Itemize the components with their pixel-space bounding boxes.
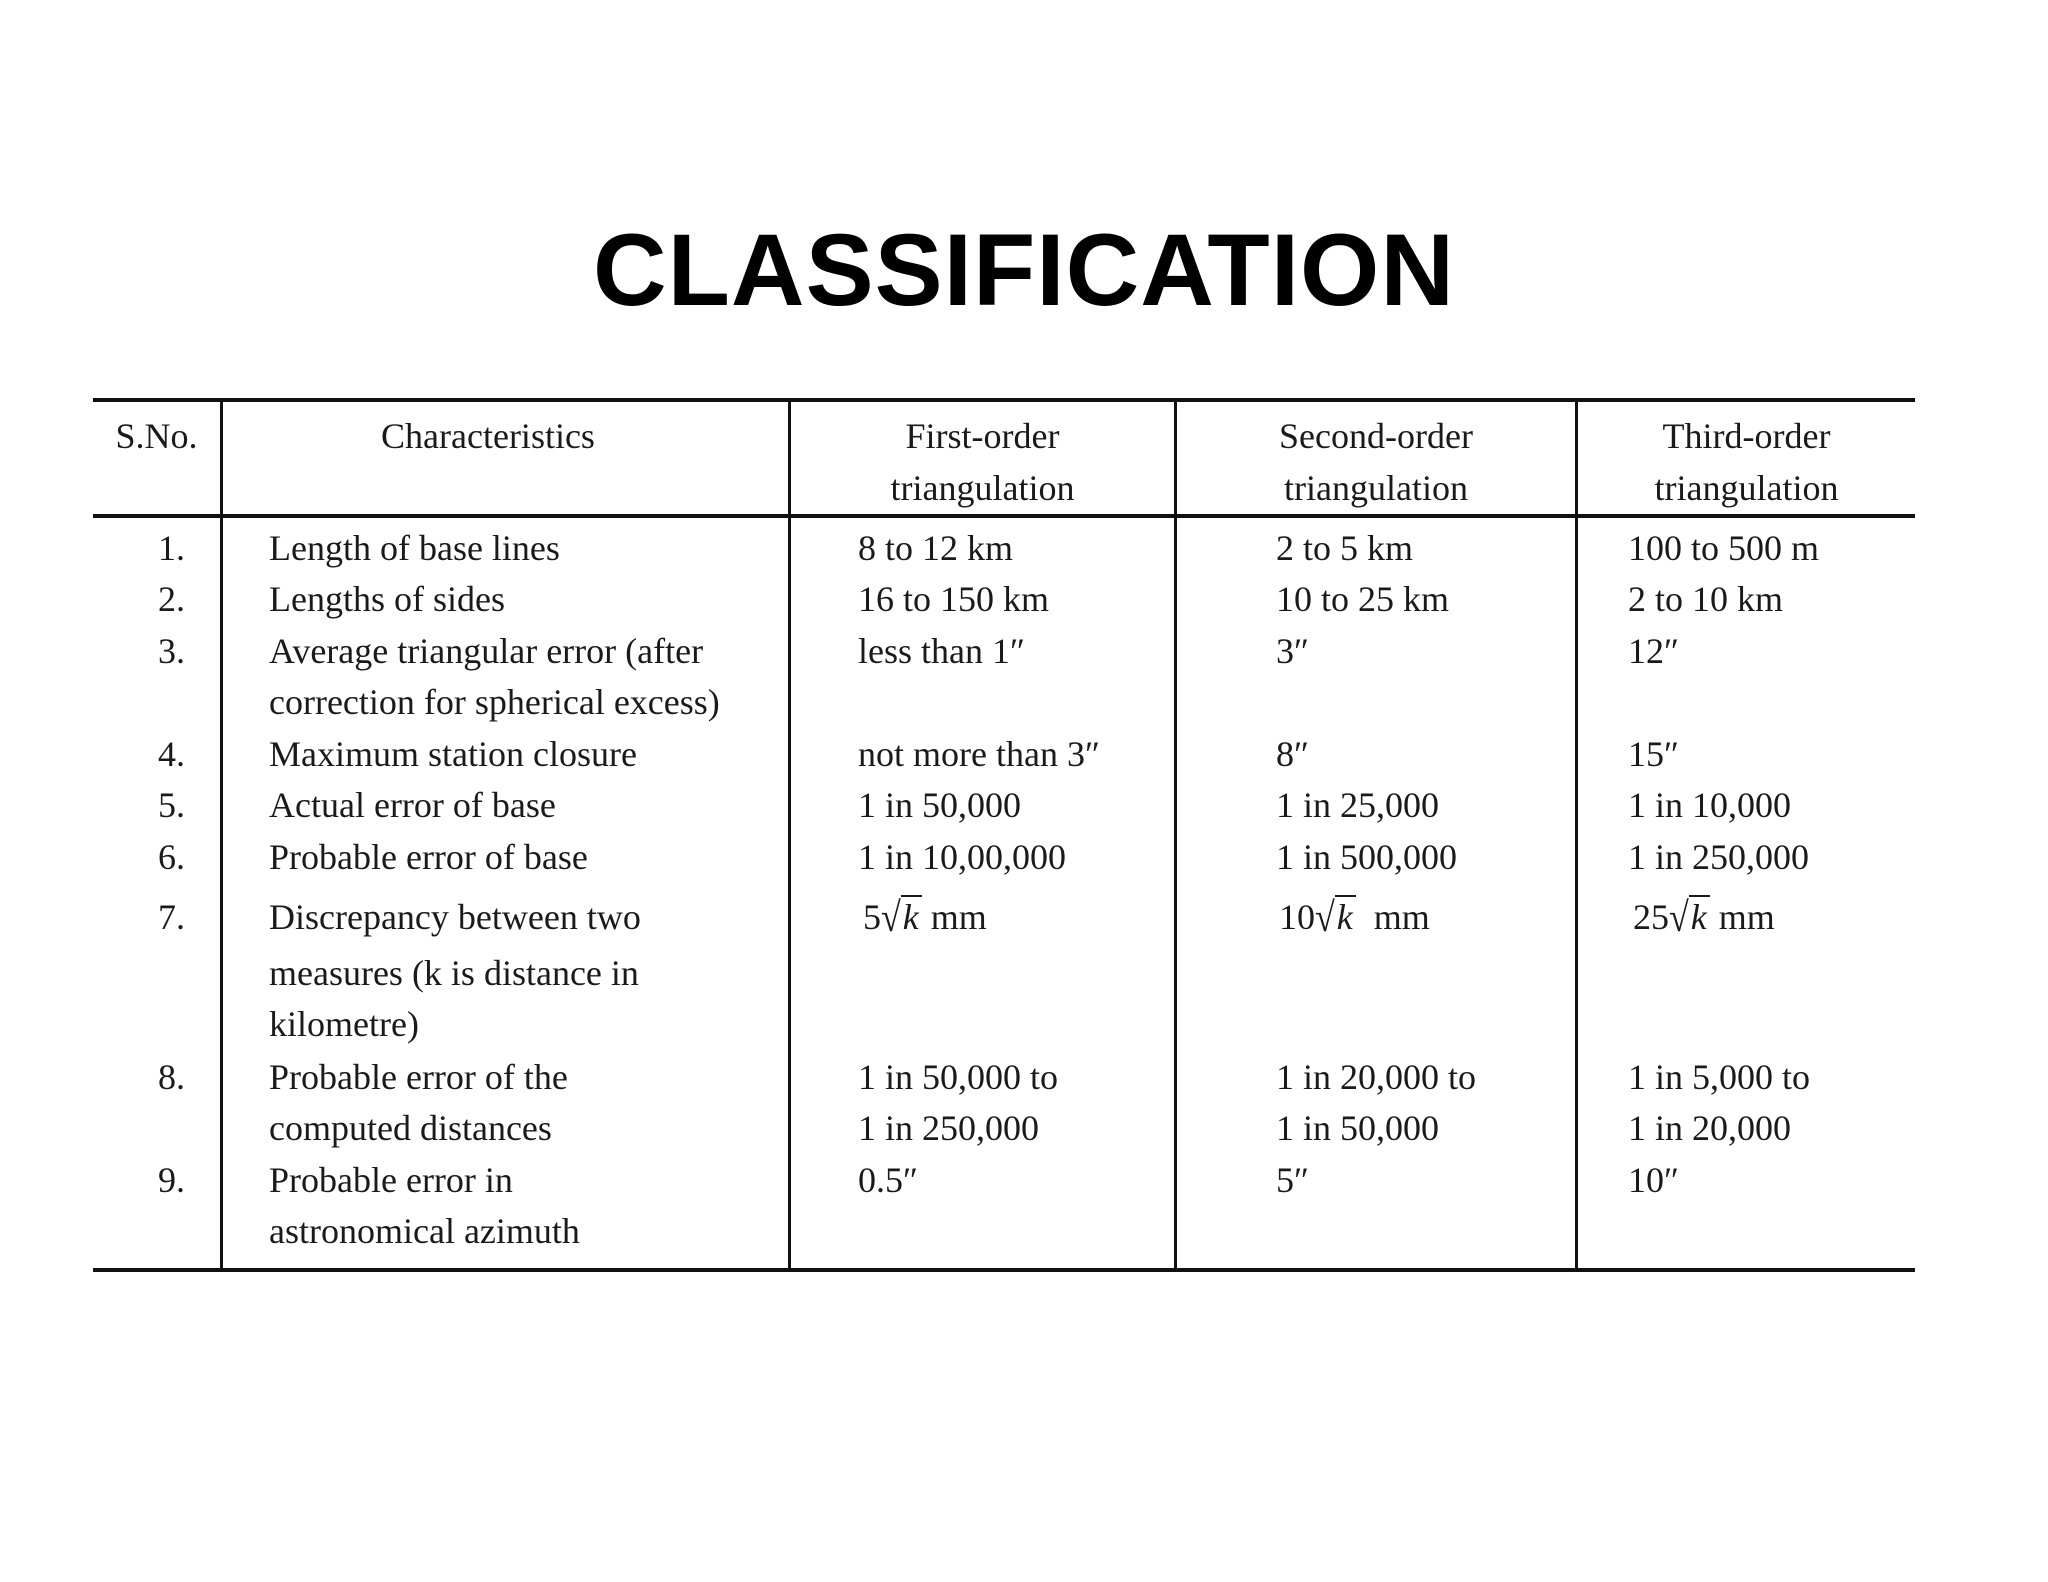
row-first-order-formula [863, 891, 987, 943]
header-third-order-line2: triangulation [1654, 468, 1839, 508]
row-characteristic: computed distances [269, 1108, 552, 1148]
row-characteristic: Length of base lines [269, 528, 560, 568]
row-first-order: 1 in 10,00,000 [858, 837, 1067, 877]
row-sno: 5. [158, 785, 185, 825]
column-divider [220, 398, 223, 1272]
row-sno: 9. [158, 1160, 185, 1200]
row-second-order: 1 in 25,000 [1276, 785, 1440, 825]
row-characteristic: Probable error of base [269, 837, 588, 877]
row-characteristic: Maximum station closure [269, 734, 637, 774]
square-root-symbol: √k [1669, 891, 1710, 943]
row-second-order: 1 in 20,000 to [1276, 1057, 1477, 1097]
row-third-order: 1 in 20,000 [1628, 1108, 1792, 1148]
row-characteristic: Lengths of sides [269, 579, 505, 619]
row-characteristic: correction for spherical excess) [269, 682, 720, 722]
row-first-order: 1 in 250,000 [858, 1108, 1040, 1148]
formula-coefficient: 25 [1633, 897, 1669, 937]
header-first-order-line2: triangulation [890, 468, 1075, 508]
header-first-order-line1: First-order [905, 416, 1060, 456]
row-characteristic: astronomical azimuth [269, 1211, 580, 1251]
square-root-symbol: √k [1315, 891, 1356, 943]
header-second-order-line1: Second-order [1279, 416, 1473, 456]
row-first-order: 16 to 150 km [858, 579, 1050, 619]
row-third-order: 1 in 5,000 to [1628, 1057, 1811, 1097]
row-characteristic: Probable error of the [269, 1057, 568, 1097]
row-characteristic: kilometre) [269, 1004, 419, 1044]
formula-coefficient: 5 [863, 897, 881, 937]
slide-title: CLASSIFICATION [592, 213, 1456, 327]
formula-unit: mm [1373, 897, 1430, 937]
header-characteristics: Characteristics [381, 416, 595, 456]
row-sno: 4. [158, 734, 185, 774]
row-third-order: 12″ [1628, 631, 1679, 671]
row-second-order: 1 in 500,000 [1276, 837, 1458, 877]
row-second-order: 1 in 50,000 [1276, 1108, 1440, 1148]
row-characteristic: Probable error in [269, 1160, 513, 1200]
row-sno: 1. [158, 528, 185, 568]
row-characteristic: Actual error of base [269, 785, 556, 825]
row-second-order: 8″ [1276, 734, 1309, 774]
row-sno: 2. [158, 579, 185, 619]
row-first-order: 0.5″ [858, 1160, 918, 1200]
row-sno: 3. [158, 631, 185, 671]
row-first-order: 8 to 12 km [858, 528, 1014, 568]
formula-unit: mm [930, 897, 987, 937]
row-third-order: 10″ [1628, 1160, 1679, 1200]
row-first-order: not more than 3″ [858, 734, 1100, 774]
table-bottom-rule [93, 1268, 1915, 1272]
table-header-rule [93, 514, 1915, 518]
row-characteristic: Discrepancy between two [269, 897, 641, 937]
row-sno: 6. [158, 837, 185, 877]
row-first-order: 1 in 50,000 to [858, 1057, 1059, 1097]
row-characteristic: Average triangular error (after [269, 631, 704, 671]
row-second-order: 3″ [1276, 631, 1309, 671]
row-sno: 7. [158, 897, 185, 937]
row-third-order: 2 to 10 km [1628, 579, 1784, 619]
row-third-order-formula [1633, 891, 1775, 943]
row-second-order: 2 to 5 km [1276, 528, 1414, 568]
formula-variable: k [1689, 895, 1710, 937]
formula-coefficient: 10 [1279, 897, 1315, 937]
header-second-order-line2: triangulation [1284, 468, 1468, 508]
formula-unit: mm [1718, 897, 1775, 937]
row-second-order-formula [1279, 891, 1430, 943]
header-third-order-line1: Third-order [1662, 416, 1831, 456]
row-first-order: 1 in 50,000 [858, 785, 1022, 825]
formula-variable: k [901, 895, 922, 937]
row-third-order: 1 in 250,000 [1628, 837, 1810, 877]
column-divider [788, 398, 791, 1272]
row-characteristic: measures (k is distance in [269, 953, 639, 993]
square-root-symbol: √k [881, 891, 922, 943]
row-third-order: 1 in 10,000 [1628, 785, 1792, 825]
classification-table [93, 398, 1915, 1272]
table-top-rule [93, 398, 1915, 402]
column-divider [1174, 398, 1177, 1272]
row-third-order: 100 to 500 m [1628, 528, 1820, 568]
column-divider [1575, 398, 1578, 1272]
row-first-order: less than 1″ [858, 631, 1025, 671]
row-sno: 8. [158, 1057, 185, 1097]
row-second-order: 10 to 25 km [1276, 579, 1450, 619]
header-sno: S.No. [115, 416, 198, 456]
formula-variable: k [1335, 895, 1356, 937]
row-second-order: 5″ [1276, 1160, 1309, 1200]
row-third-order: 15″ [1628, 734, 1679, 774]
